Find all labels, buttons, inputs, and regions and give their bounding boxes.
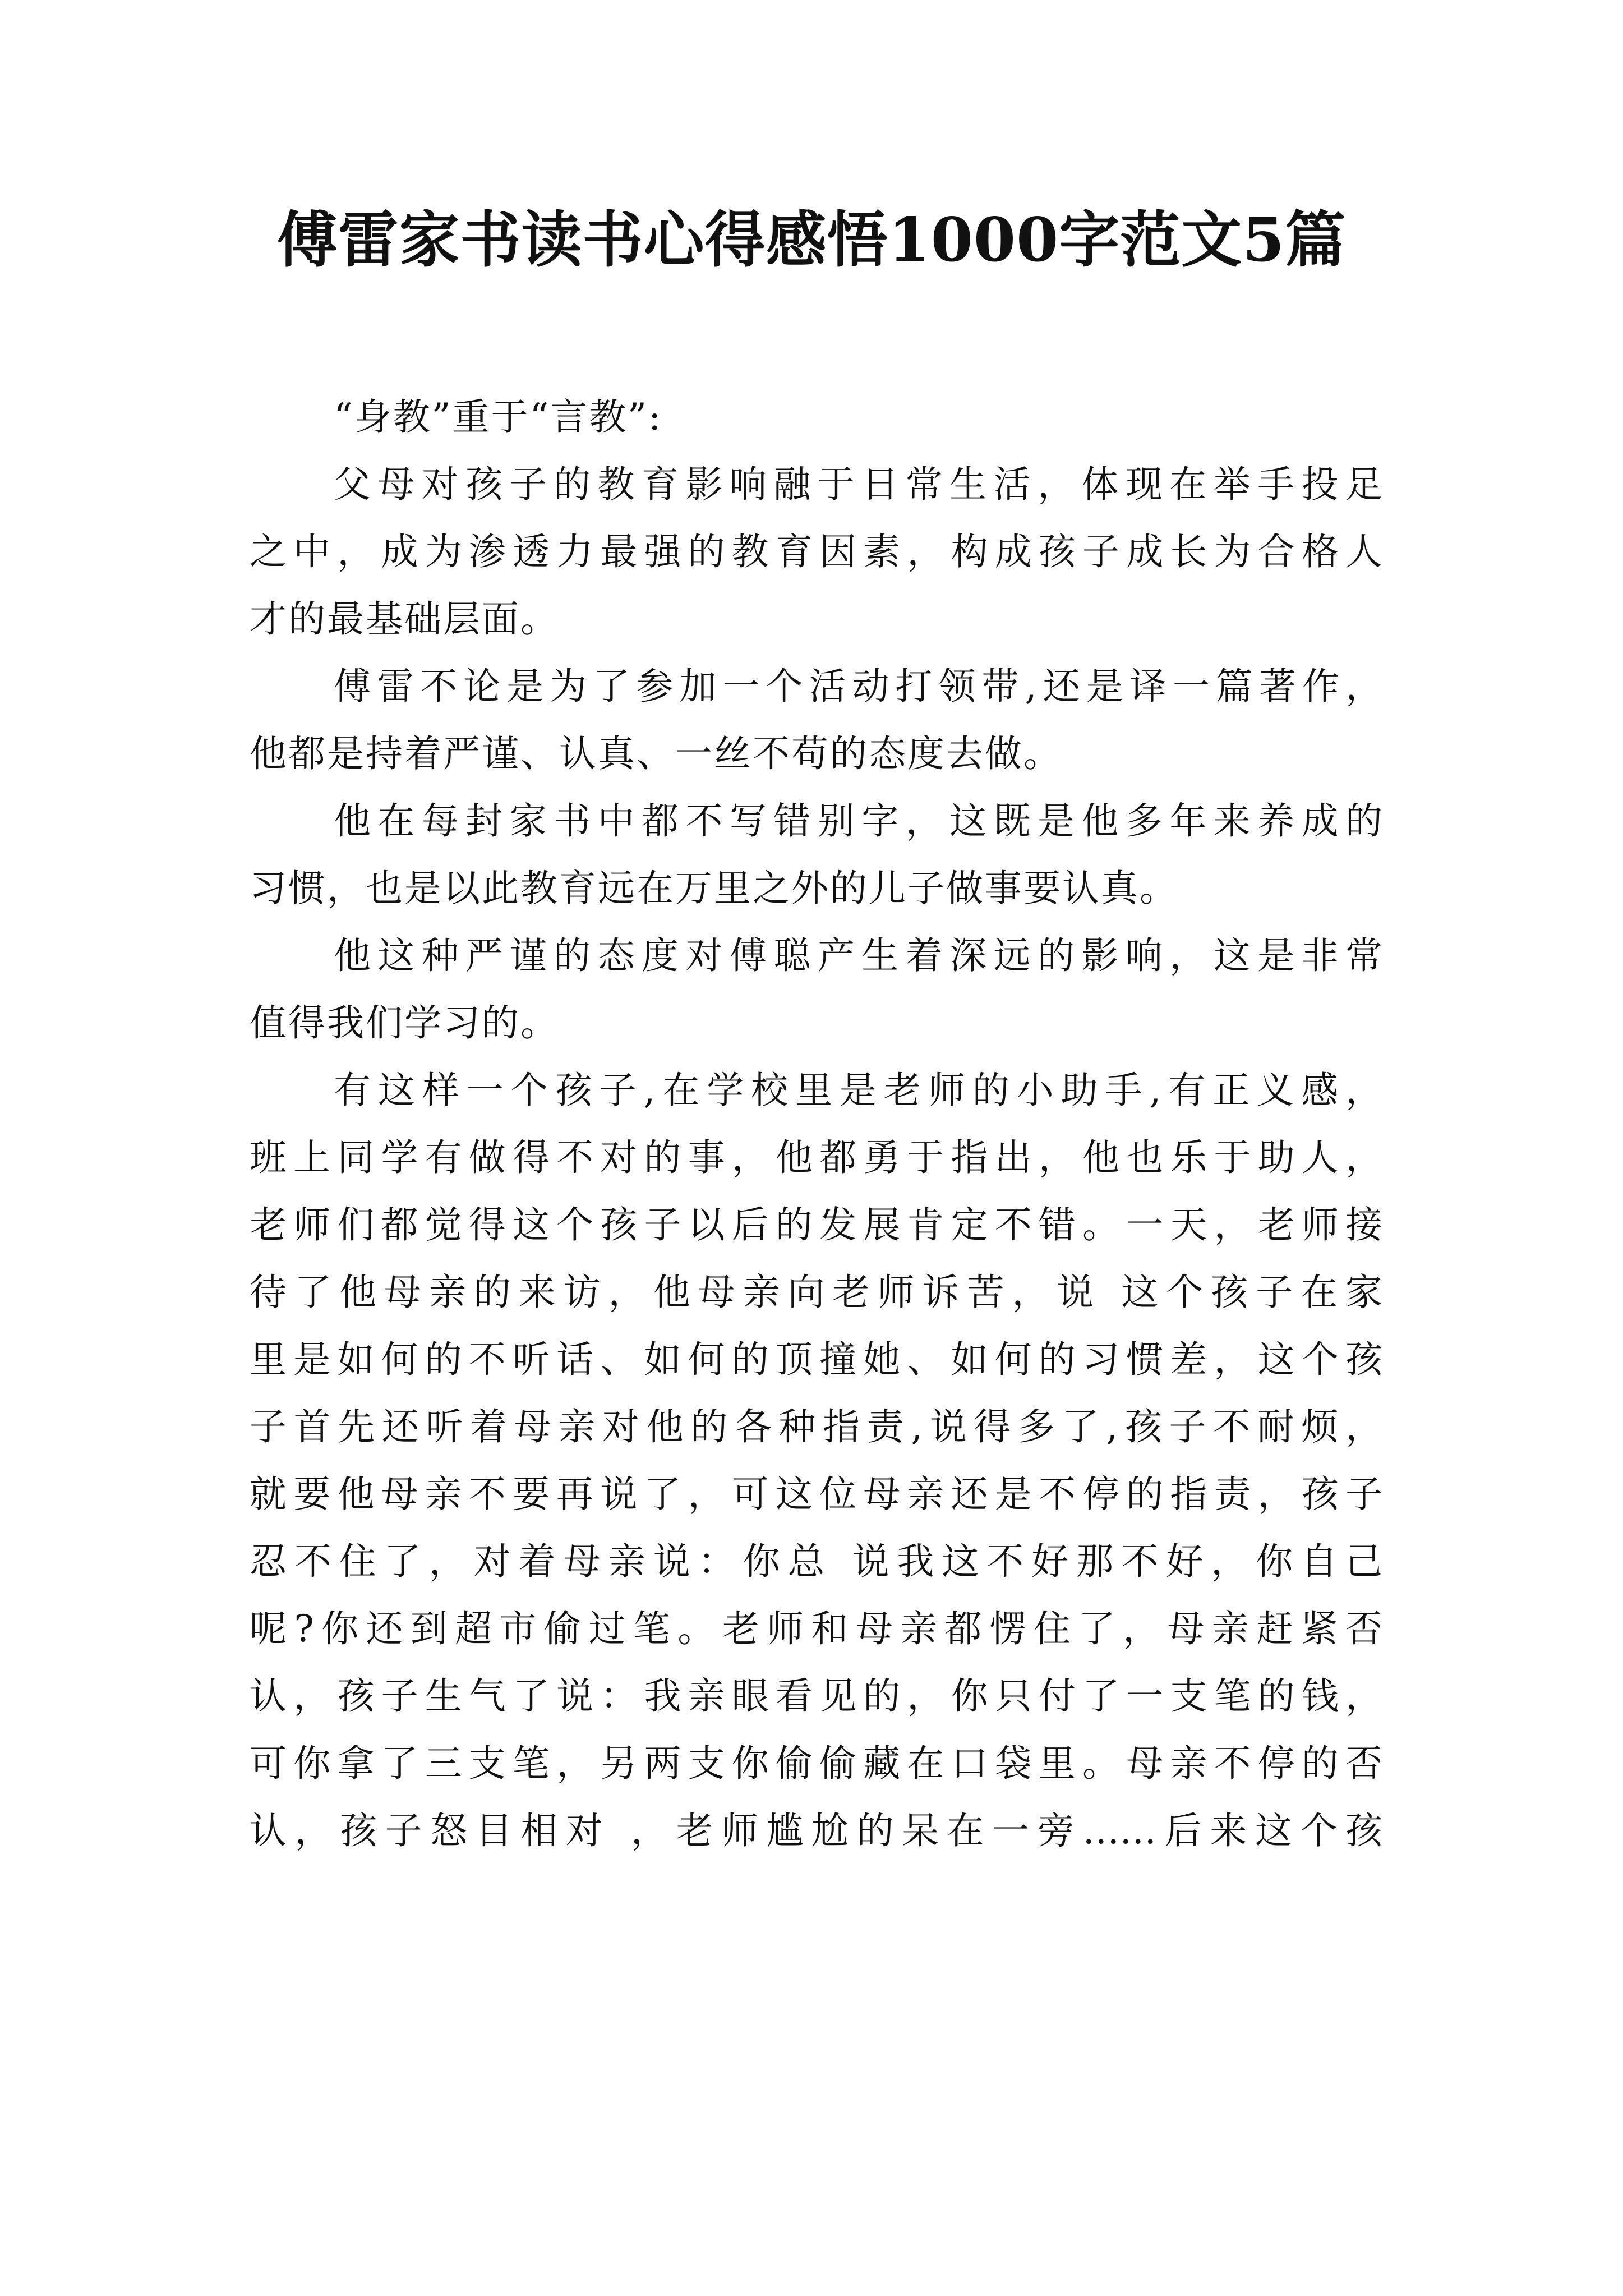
text-line: 可你拿了三支笔，另两支你偷偷藏在口袋里。母亲不停的否 bbox=[250, 1742, 1382, 1785]
text-line: 里是如何的不听话、如何的顶撞她、如何的习惯差，这个孩 bbox=[250, 1338, 1382, 1381]
text-line: 他这种严谨的态度对傅聪产生着深远的影响，这是非常 bbox=[334, 934, 1382, 977]
text-line: 班上同学有做得不对的事，他都勇于指出，他也乐于助人， bbox=[250, 1136, 1382, 1179]
text-line: 傅雷不论是为了参加一个活动打领带,还是译一篇著作， bbox=[334, 665, 1382, 708]
text-line: “身教”重于“言教”: bbox=[334, 395, 663, 439]
text-line: 他都是持着严谨、认真、一丝不苟的态度去做。 bbox=[250, 732, 1062, 775]
text-line: 认，孩子生气了说：我亲眼看见的，你只付了一支笔的钱， bbox=[250, 1674, 1382, 1718]
text-line: 子首先还听着母亲对他的各种指责,说得多了,孩子不耐烦， bbox=[250, 1405, 1382, 1448]
text-line: 有这样一个孩子,在学校里是老师的小助手,有正义感， bbox=[334, 1069, 1382, 1112]
text-line: 他在每封家书中都不写错别字，这既是他多年来养成的 bbox=[334, 799, 1382, 843]
text-line: 之中，成为渗透力最强的教育因素，构成孩子成长为合格人 bbox=[250, 530, 1382, 573]
text-line: 待了他母亲的来访，他母亲向老师诉苦，说 这个孩子在家 bbox=[250, 1271, 1382, 1314]
document-body bbox=[250, 384, 1382, 1865]
document-title: 傅雷家书读书心得感悟1000字范文5篇 bbox=[276, 205, 1347, 275]
text-line: 认，孩子怒目相对 ，老师尴尬的呆在一旁……后来这个孩 bbox=[250, 1809, 1382, 1852]
text-line: 才的最基础层面。 bbox=[250, 597, 559, 641]
text-line: 就要他母亲不要再说了，可这位母亲还是不停的指责，孩子 bbox=[250, 1473, 1382, 1516]
text-line: 老师们都觉得这个孩子以后的发展肯定不错。一天，老师接 bbox=[250, 1203, 1382, 1246]
text-line: 忍不住了，对着母亲说：你总 说我这不好那不好，你自己 bbox=[250, 1540, 1382, 1583]
text-line: 值得我们学习的。 bbox=[250, 1001, 559, 1045]
text-line: 父母对孩子的教育影响融于日常生活，体现在举手投足 bbox=[334, 463, 1382, 506]
text-line: 呢?你还到超市偷过笔。老师和母亲都愣住了，母亲赶紧否 bbox=[250, 1607, 1382, 1650]
text-line: 习惯，也是以此教育远在万里之外的儿子做事要认真。 bbox=[250, 867, 1178, 910]
